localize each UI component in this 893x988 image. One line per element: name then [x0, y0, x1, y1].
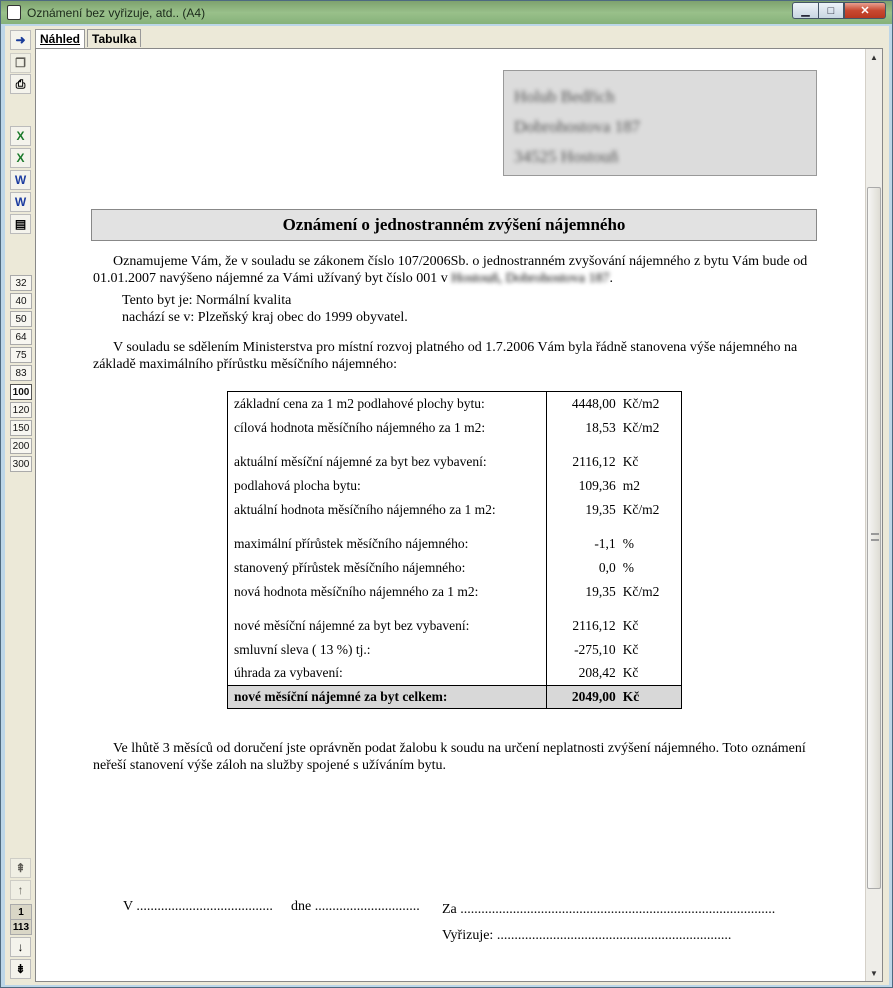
- table-row: [228, 450, 682, 474]
- table-row: [228, 498, 682, 522]
- zoom-200-button[interactable]: 200: [10, 438, 32, 454]
- row-label: nové měsíční nájemné za byt bez vybavení:: [228, 614, 547, 638]
- zoom-32-button[interactable]: 32: [10, 275, 32, 291]
- table-total-row: [228, 686, 682, 709]
- row-label: aktuální hodnota měsíčního nájemného za 1 m2:: [228, 498, 547, 522]
- table-spacer: [228, 522, 682, 532]
- ministry-paragraph: [93, 339, 823, 373]
- zoom-50-button[interactable]: 50: [10, 311, 32, 327]
- zoom-150-button[interactable]: 150: [10, 420, 32, 436]
- table-row: [228, 580, 682, 604]
- document-heading: Oznámení o jednostranném zvýšení nájemného: [91, 209, 817, 241]
- row-label: nová hodnota měsíčního nájemného za 1 m2:: [228, 580, 547, 604]
- row-unit: %: [622, 559, 634, 575]
- excel-export-all-icon[interactable]: X: [10, 148, 31, 168]
- row-unit: Kč/m2: [622, 395, 660, 411]
- intro-text: Oznamujeme Vám, že v souladu se zákonem číslo 107/2006Sb. o jednostranném zvyšování nájemného z bytu Vám bude od 01.01.2007 navýšeno nájemné za Vámi užívaný byt číslo 001 v: [93, 254, 808, 286]
- row-value: 2116,12: [572, 453, 616, 469]
- table-row: [228, 532, 682, 556]
- print-icon[interactable]: ⎙: [10, 74, 31, 94]
- row-unit: Kč/m2: [622, 583, 660, 599]
- row-value: 0,0: [598, 559, 616, 575]
- total-label: nové měsíční nájemné za byt celkem:: [228, 686, 547, 709]
- table-row: [228, 638, 682, 662]
- row-label: podlahová plocha bytu:: [228, 474, 547, 498]
- table-row: [228, 474, 682, 498]
- word-export-icon[interactable]: W: [10, 170, 31, 190]
- signature-for: Za ..........................................................................................: [442, 902, 776, 917]
- zoom-75-button[interactable]: 75: [10, 347, 32, 363]
- total-unit: Kč: [619, 686, 682, 709]
- table-spacer: [228, 604, 682, 614]
- row-unit: Kč: [622, 665, 639, 681]
- zoom-64-button[interactable]: 64: [10, 329, 32, 345]
- notice-paragraph: [93, 740, 833, 774]
- exit-icon[interactable]: ➜: [10, 30, 31, 50]
- intro-end: .: [609, 271, 614, 286]
- minimize-button[interactable]: ▁: [792, 2, 818, 19]
- zoom-40-button[interactable]: 40: [10, 293, 32, 309]
- address-line-2: Dobrohostova 187: [514, 117, 641, 136]
- table-row: [228, 556, 682, 580]
- vertical-scrollbar[interactable]: [865, 49, 882, 981]
- row-value: 109,36: [578, 477, 616, 493]
- row-value: -1,1: [594, 535, 616, 551]
- intro-paragraph: [93, 253, 823, 287]
- scroll-down-icon[interactable]: ▼: [870, 968, 878, 978]
- table-row: [228, 416, 682, 440]
- row-label: cílová hodnota měsíčního nájemného za 1 m2:: [228, 416, 547, 440]
- previous-page-icon[interactable]: ↑: [10, 880, 31, 900]
- rent-table: [227, 391, 682, 709]
- zoom-300-button[interactable]: 300: [10, 456, 32, 472]
- signature-place: V .......................................: [123, 899, 273, 914]
- zoom-83-button[interactable]: 83: [10, 365, 32, 381]
- maximize-button[interactable]: □: [818, 2, 844, 19]
- scroll-up-icon[interactable]: ▲: [870, 52, 878, 62]
- signature-handled-by: Vyřizuje: ...................................................................: [442, 928, 732, 943]
- flat-quality: Tento byt je: Normální kvalita: [122, 293, 292, 308]
- row-value: -275,10: [574, 641, 616, 657]
- row-value: 2116,12: [572, 617, 616, 633]
- last-page-icon[interactable]: ⇟: [10, 959, 31, 979]
- window-title: Oznámení bez vyřizuje, atd.. (A4): [27, 5, 206, 20]
- tab-tabulka[interactable]: Tabulka: [87, 29, 141, 47]
- zoom-100-button[interactable]: 100: [10, 384, 32, 400]
- row-label: základní cena za 1 m2 podlahové plochy bytu:: [228, 392, 547, 416]
- address-line-1: Holub Bedřich: [514, 87, 615, 106]
- scroll-thumb[interactable]: [867, 187, 881, 889]
- row-unit: Kč: [622, 617, 639, 633]
- row-unit: Kč/m2: [622, 501, 660, 517]
- row-label: stanovený přírůstek měsíčního nájemného:: [228, 556, 547, 580]
- client-area: [5, 26, 889, 985]
- next-page-icon[interactable]: ↓: [10, 937, 31, 957]
- document-icon: [7, 5, 21, 20]
- page-total: 113: [10, 919, 32, 935]
- tab-nahled[interactable]: Náhled: [35, 29, 85, 48]
- row-unit: Kč/m2: [622, 419, 660, 435]
- table-row: [228, 392, 682, 416]
- first-page-icon[interactable]: ⇞: [10, 858, 31, 878]
- row-unit: Kč: [622, 453, 639, 469]
- notice-text: Ve lhůtě 3 měsíců od doručení jste oprávněn podat žalobu k soudu na určení neplatnosti zvýšení nájemného. Toto oznámení neřeší stanovení výše záloh na služby spojené s užíváním bytu.: [93, 741, 806, 773]
- row-value: 208,42: [578, 665, 616, 681]
- row-value: 18,53: [585, 419, 616, 435]
- address-box: [503, 70, 817, 176]
- row-unit: %: [622, 535, 634, 551]
- zoom-120-button[interactable]: 120: [10, 402, 32, 418]
- row-unit: Kč: [622, 641, 639, 657]
- address-line-3: 34525 Hostouň: [514, 147, 619, 166]
- close-button[interactable]: ✕: [844, 2, 886, 19]
- table-spacer: [228, 440, 682, 450]
- ministry-text: V souladu se sdělením Ministerstva pro místní rozvoj platného od 1.7.2006 Vám byla řádně stanovena výše nájemného na základě maximálního přírůstku měsíčního nájemného:: [93, 340, 798, 372]
- copy-icon[interactable]: ❐: [10, 53, 31, 73]
- table-row: [228, 662, 682, 686]
- row-label: úhrada za vybavení:: [228, 662, 547, 686]
- excel-export-icon[interactable]: X: [10, 126, 31, 146]
- title-bar[interactable]: [1, 1, 892, 24]
- row-value: 19,35: [585, 583, 616, 599]
- current-page[interactable]: 1: [10, 904, 32, 920]
- tab-strip: [35, 29, 143, 49]
- row-unit: m2: [622, 477, 640, 493]
- flat-location: nachází se v: Plzeňský kraj obec do 1999 obyvatel.: [122, 310, 408, 325]
- total-value: 2049,00: [547, 686, 619, 709]
- row-label: aktuální měsíční nájemné za byt bez vybavení:: [228, 450, 547, 474]
- table-row: [228, 614, 682, 638]
- row-label: maximální přírůstek měsíčního nájemného:: [228, 532, 547, 556]
- document-preview[interactable]: [35, 48, 883, 982]
- flat-info: [122, 292, 522, 326]
- export-icon[interactable]: ▤: [10, 214, 31, 234]
- signature-date: dne ..............................: [291, 899, 420, 914]
- word-export-all-icon[interactable]: W: [10, 192, 31, 212]
- left-toolbar: [5, 26, 33, 985]
- intro-place: Hostouň, Dobrohostova 187: [451, 271, 610, 286]
- row-value: 19,35: [585, 501, 616, 517]
- row-value: 4448,00: [571, 395, 616, 411]
- row-label: smluvní sleva ( 13 %) tj.:: [228, 638, 547, 662]
